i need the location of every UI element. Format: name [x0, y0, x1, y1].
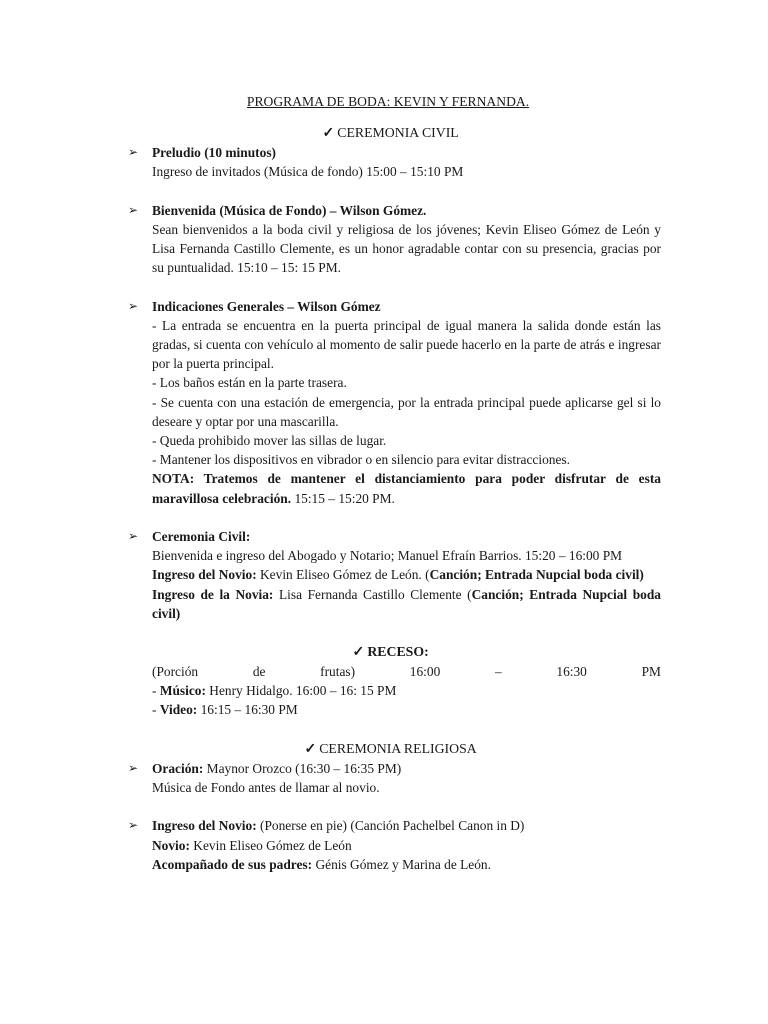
document-title: PROGRAMA DE BODA: KEVIN Y FERNANDA.	[246, 94, 530, 109]
indicacion-sillas: - Queda prohibido mover las sillas de lugar.	[152, 432, 387, 448]
item-title: Ceremonia Civil:	[152, 528, 251, 544]
ingreso-novio-civil: Ingreso del Novio: Kevin Eliseo Gómez de León. (Canción; Entrada Nupcial boda civil)	[152, 567, 644, 583]
item-text: Bienvenida e ingreso del Abogado y Notario; Manuel Efraín Barrios. 15:20 – 16:00 PM	[152, 548, 623, 564]
receso-frutas: (Porción de frutas) 16:00 – 16:30 PM	[152, 664, 661, 680]
arrow-bullet-icon: ➢	[128, 145, 139, 159]
arrow-bullet-icon: ➢	[128, 818, 139, 833]
arrow-bullet-icon: ➢	[128, 528, 139, 543]
section-heading-civil: ✓ CEREMONIA CIVIL	[0, 123, 768, 143]
item-preludio	[128, 143, 661, 181]
arrow-bullet-icon: ➢	[128, 298, 139, 313]
receso-video: - Video: 16:15 – 16:30 PM	[152, 702, 298, 718]
item-ceremonia-civil	[128, 527, 661, 623]
padres-line: Acompañado de sus padres: Génis Gómez y Marina de León.	[152, 856, 491, 872]
section-heading-religiosa: ✓ CEREMONIA RELIGIOSA	[0, 739, 768, 759]
indicacion-emergencia: - Se cuenta con una estación de emergencia, por la entrada principal puede aplicarse gel si lo deseare y optar por una mascarilla.	[152, 394, 661, 429]
nota: NOTA: Tratemos de mantener el distanciamiento para poder disfrutar de esta maravillosa celebración. 15:15 – 15:20 PM.	[152, 471, 661, 506]
item-title: Preludio (10 minutos)	[152, 145, 276, 160]
check-icon: ✓	[352, 644, 365, 660]
receso-musico: - Músico: Henry Hidalgo. 16:00 – 16: 15 PM	[152, 683, 397, 699]
ingreso-novia-civil: Ingreso de la Novia: Lisa Fernanda Castillo Clemente (Canción; Entrada Nupcial boda civil)	[152, 586, 661, 621]
section-heading-receso: ✓ RECESO:	[0, 642, 768, 662]
check-icon: ✓	[304, 740, 317, 756]
receso-block	[152, 662, 661, 720]
item-title: Bienvenida (Música de Fondo) – Wilson Gómez.	[152, 202, 427, 218]
item-text: Música de Fondo antes de llamar al novio.	[152, 780, 380, 796]
indicacion-entrada: - La entrada se encuentra en la puerta principal de igual manera la salida donde están las gradas, si cuenta con vehículo al momento de salir puede hacerlo en la parte de atrás e ingresar por la puerta principal.	[152, 317, 661, 372]
novio-line: Novio: Kevin Eliseo Gómez de León	[152, 837, 352, 853]
indicacion-dispositivos: - Mantener los dispositivos en vibrador o en silencio para evitar distracciones.	[152, 452, 570, 468]
item-text: Sean bienvenidos a la boda civil y religiosa de los jóvenes; Kevin Eliseo Gómez de León y Lisa Fernanda Castillo Clemente, es un honor agradable contar con su presencia, gracias por su puntualidad. 15:10 – 15: 15 PM.	[152, 221, 661, 276]
arrow-bullet-icon: ➢	[128, 760, 139, 775]
item-bienvenida	[128, 201, 661, 278]
indicacion-banos: - Los baños están en la parte trasera.	[152, 375, 347, 391]
item-text: Ingreso de invitados (Música de fondo) 15:00 – 15:10 PM	[152, 164, 464, 180]
item-ingreso-novio: ➢ Ingreso del Novio: (Ponerse en pie) (Canción Pachelbel Canon in D) Novio: Kevin Eliseo Gómez de León Acompañado de sus padres: Génis Gómez y Marina de León.	[152, 816, 661, 874]
check-icon: ✓	[322, 125, 335, 140]
arrow-bullet-icon: ➢	[128, 202, 139, 217]
item-oracion: ➢ Oración: Maynor Orozco (16:30 – 16:35 PM) Música de Fondo antes de llamar al novio.	[152, 759, 661, 797]
item-indicaciones	[128, 297, 661, 508]
item-title: Indicaciones Generales – Wilson Gómez	[152, 298, 381, 314]
